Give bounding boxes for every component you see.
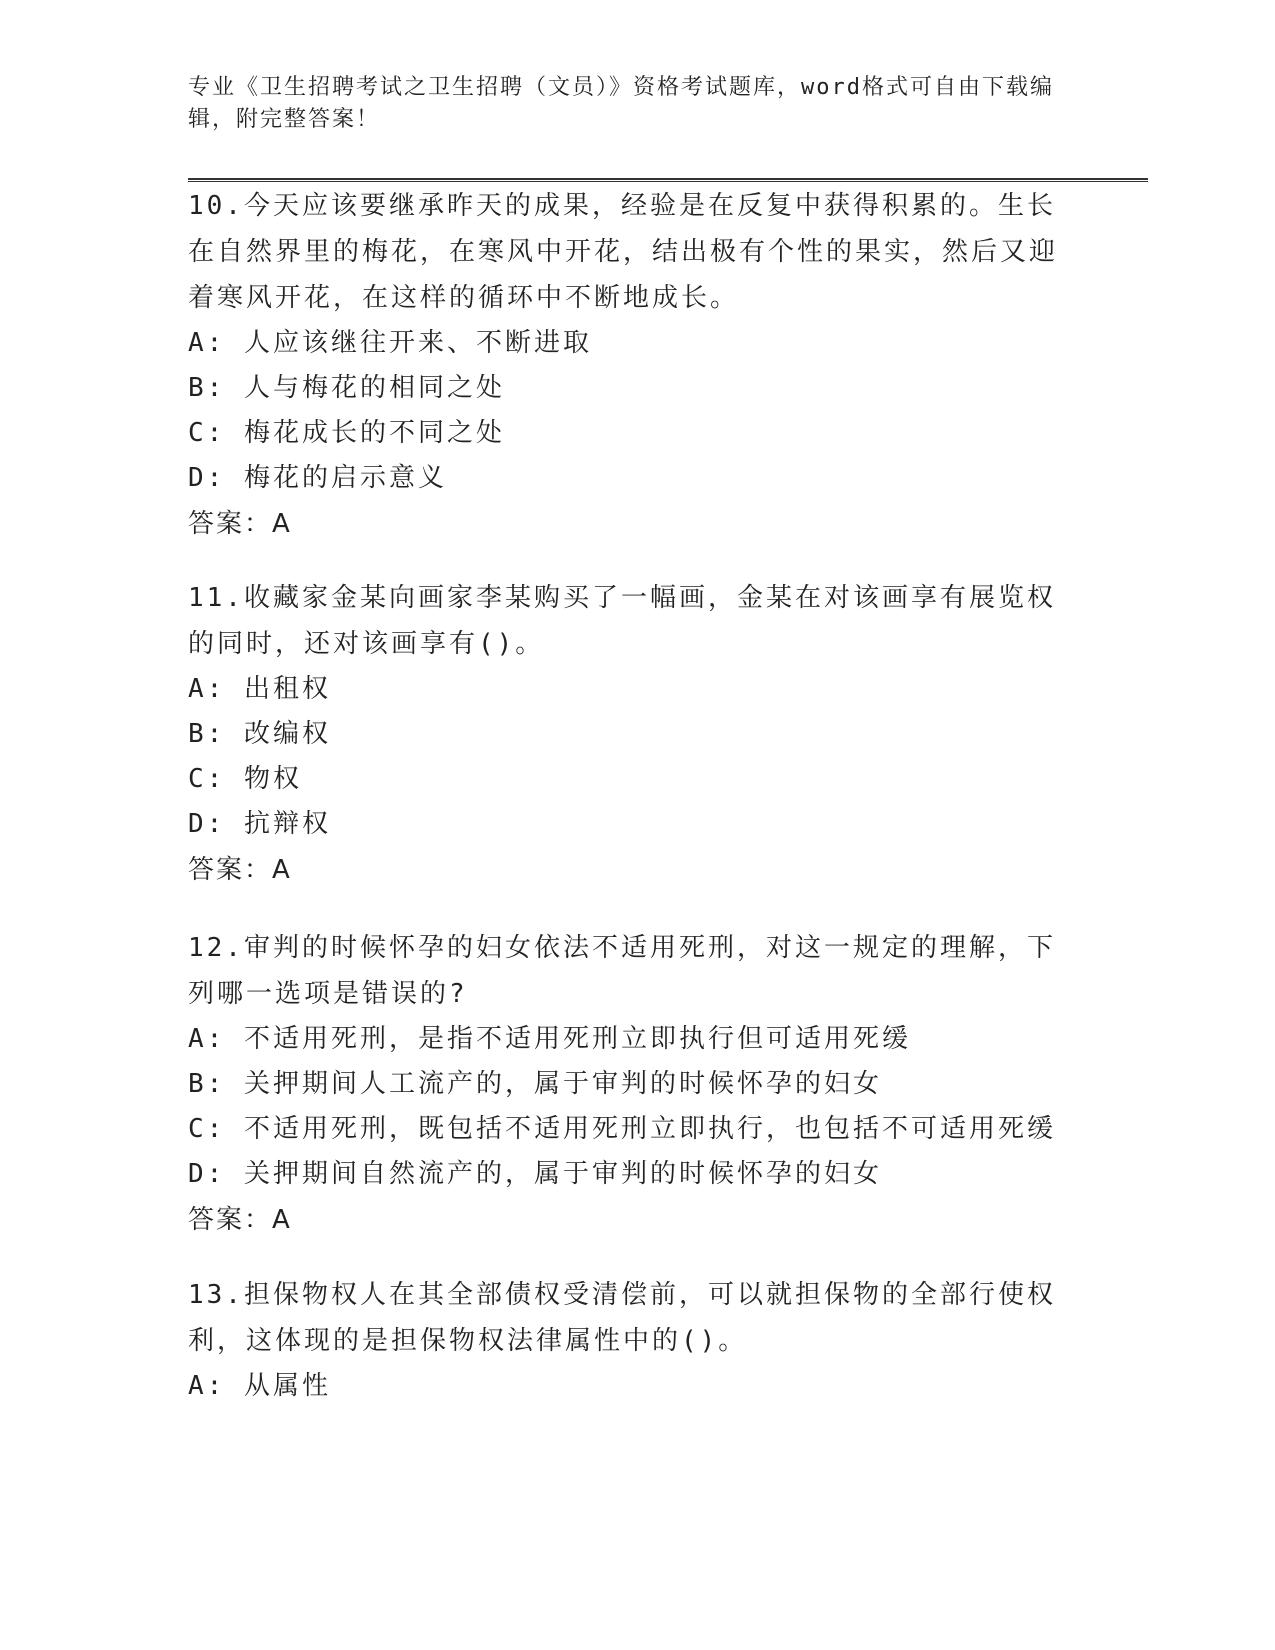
option-b: B: 改编权	[188, 719, 331, 749]
question-11	[188, 575, 1068, 893]
question-stem: 12.审判的时候怀孕的妇女依法不适用死刑，对这一规定的理解，下列哪一选项是错误的?	[188, 933, 1056, 1009]
option-d: D: 关押期间自然流产的，属于审判的时候怀孕的妇女	[188, 1159, 882, 1189]
option-c: C: 梅花成长的不同之处	[188, 418, 505, 448]
option-a: A: 从属性	[188, 1371, 331, 1401]
option-a: A: 出租权	[188, 674, 331, 704]
option-b: B: 人与梅花的相同之处	[188, 373, 505, 403]
option-c: C: 物权	[188, 764, 302, 794]
question-13	[188, 1272, 1068, 1409]
header-divider	[188, 178, 1148, 182]
answer: 答案：A	[188, 855, 292, 885]
option-b: B: 关押期间人工流产的，属于审判的时候怀孕的妇女	[188, 1069, 882, 1099]
document-header: 专业《卫生招聘考试之卫生招聘（文员）》资格考试题库，word格式可自由下载编辑，附完整答案！	[188, 75, 1054, 132]
option-a: A: 不适用死刑，是指不适用死刑立即执行但可适用死缓	[188, 1024, 911, 1054]
option-d: D: 抗辩权	[188, 809, 331, 839]
question-stem: 13.担保物权人在其全部债权受清偿前，可以就担保物的全部行使权利，这体现的是担保物权法律属性中的()。	[188, 1280, 1056, 1356]
option-a: A: 人应该继往开来、不断进取	[188, 328, 592, 358]
answer: 答案：A	[188, 509, 292, 539]
question-12	[188, 925, 1068, 1243]
question-stem: 10.今天应该要继承昨天的成果，经验是在反复中获得积累的。生长在自然界里的梅花，在寒风中开花，结出极有个性的果实，然后又迎着寒风开花，在这样的循环中不断地成长。	[188, 191, 1059, 313]
option-d: D: 梅花的启示意义	[188, 463, 447, 493]
question-10	[188, 183, 1068, 547]
option-c: C: 不适用死刑，既包括不适用死刑立即执行，也包括不可适用死缓	[188, 1114, 1056, 1144]
answer: 答案：A	[188, 1205, 292, 1235]
question-stem: 11.收藏家金某向画家李某购买了一幅画，金某在对该画享有展览权的同时，还对该画享有()。	[188, 583, 1056, 659]
